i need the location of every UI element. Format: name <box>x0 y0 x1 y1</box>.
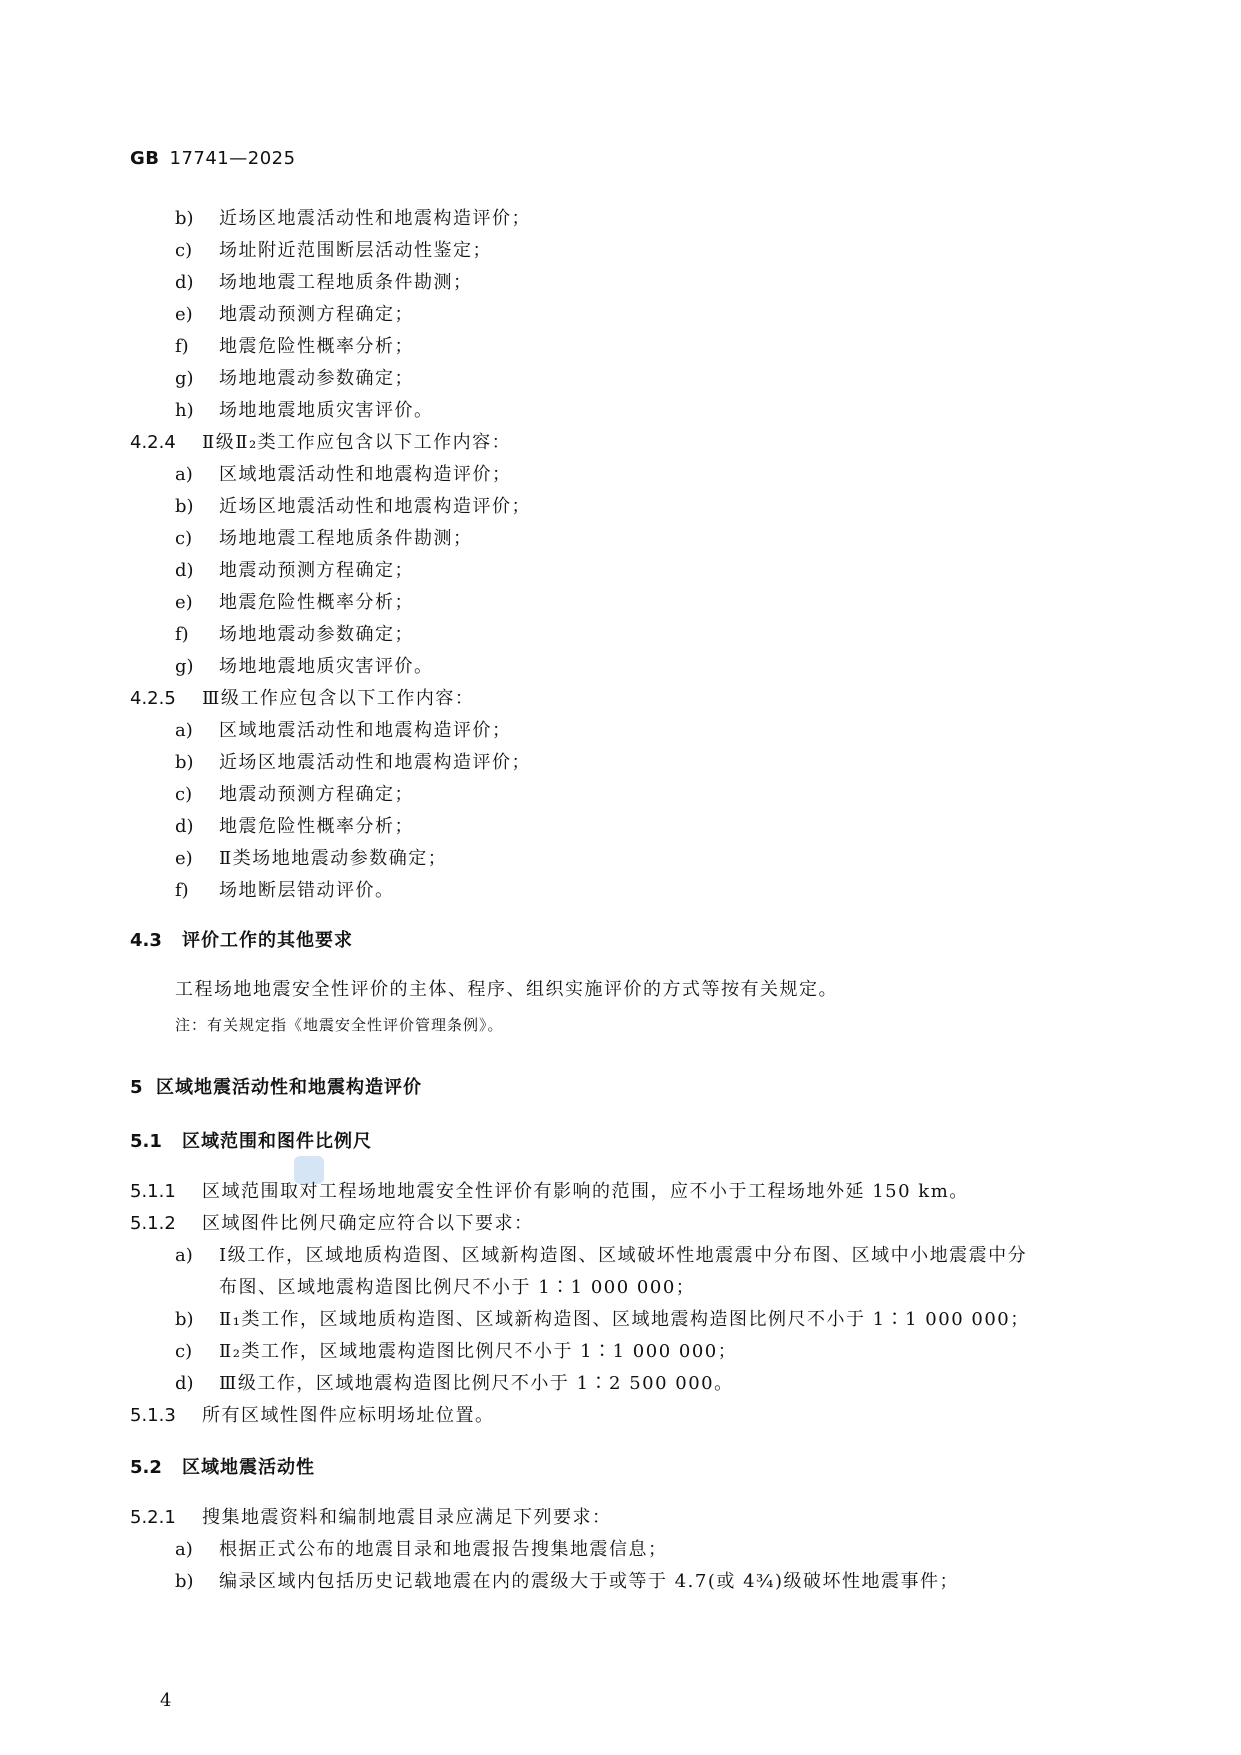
clause-text: 所有区域性图件应标明场址位置。 <box>202 1405 495 1426</box>
section-title: 评价工作的其他要求 <box>182 930 353 951</box>
standard-header <box>130 148 296 169</box>
section-title: 区域地震活动性 <box>182 1457 315 1478</box>
standard-number: 17741—2025 <box>169 148 296 169</box>
standard-prefix: GB <box>130 148 160 169</box>
section-number: 4.3 <box>130 930 162 951</box>
document-page: GB 17741—2025 b) 近场区地震活动性和地震构造评价； c) 场址附近范围断层活动性鉴定； d) 场地地震工程地质条件勘测； e) 地震动预测方程确定； f) 地震危险性概率分析； g) 场地地震动参数确定； h) 场地地震地质灾害评价。 4.2.4 Ⅱ级Ⅱ₂类工作应包含以下工作内容： a) 区域地震活动性和地震构造评价； b) 近场区地震活动性和地震构造评价； c) 场地地震工程地质条件勘测； d) 地震动预测方程确定； e) 地震危险性概率分析； f) 场地地震动参数确定； g) 场地地震地质灾害评价。 4.2.5 Ⅲ级工作应包含以下工作内容： a) 区域地震活动性和地震构造评价； b) 近场区地震活动性和地震构造评价； c) 地震动预测方程确定； d) 地震危险性概率分析； e) Ⅱ类场地地震动参数确定； f) 场地断层错动评价。 4.3 评价工作的其他要求 工程场地地震安全性评价的主体、程序、组织实施评价的方式等按有关规定。 注：有关规定指《地震安全性评价管理条例》。 5 区域地震活动性和地震构造评价 5.1 区域范围和图件比例尺 5.1.1 区域范围取对工程场地地震安全性评价有影响的范围，应不小于工程场地外延 150 km。 5.1.2 区域图件比例尺确定应符合以下要求： a) Ⅰ级工作，区域地质构造图、区域新构造图、区域破坏性地震震中分布图、区域中小地震震中分 布图、区域地震构造图比例尺不小于 1∶1 000 000； b) Ⅱ₁类工作，区域地质构造图、区域新构造图、区域地震构造图比例尺不小于 1∶1 000 000； c) Ⅱ₂类工作，区域地震构造图比例尺不小于 1∶1 000 000； d) Ⅲ级工作，区域地震构造图比例尺不小于 1∶2 500 000。 5.1.3 所有区域性图件应标明场址位置。 5.2 区域地震活动性 5.2.1 搜集地震资料和编制地震目录应满足下列要求： a) 根据正式公布的地震目录和地震报告搜集地震信息； b) 编录区域内包括历史记载地震在内的震级大于或等于 4.7(或 4¾)级破坏性地震事件； 4 <box>130 148 1030 1711</box>
page-number: 4 <box>160 1690 172 1711</box>
clause-text: Ⅲ级工作应包含以下工作内容： <box>202 688 475 709</box>
clause-text: 搜集地震资料和编制地震目录应满足下列要求： <box>202 1507 612 1528</box>
section-number: 5 <box>130 1077 143 1098</box>
clause-number: 4.2.5 <box>130 688 176 709</box>
section-number: 5.2 <box>130 1457 162 1478</box>
clause-text: 区域图件比例尺确定应符合以下要求： <box>202 1213 534 1234</box>
clause-number: 5.1.1 <box>130 1181 176 1202</box>
clause-text: Ⅱ级Ⅱ₂类工作应包含以下工作内容： <box>202 432 512 453</box>
section-title: 区域范围和图件比例尺 <box>182 1131 372 1152</box>
clause-number: 5.2.1 <box>130 1507 176 1528</box>
section-title: 区域地震活动性和地震构造评价 <box>156 1077 422 1098</box>
clause-number: 4.2.4 <box>130 432 176 453</box>
clause-text: 区域范围取对工程场地地震安全性评价有影响的范围，应不小于工程场地外延 150 km。 <box>202 1181 969 1202</box>
section-number: 5.1 <box>130 1131 162 1152</box>
clause-number: 5.1.2 <box>130 1213 176 1234</box>
clause-number: 5.1.3 <box>130 1405 176 1426</box>
